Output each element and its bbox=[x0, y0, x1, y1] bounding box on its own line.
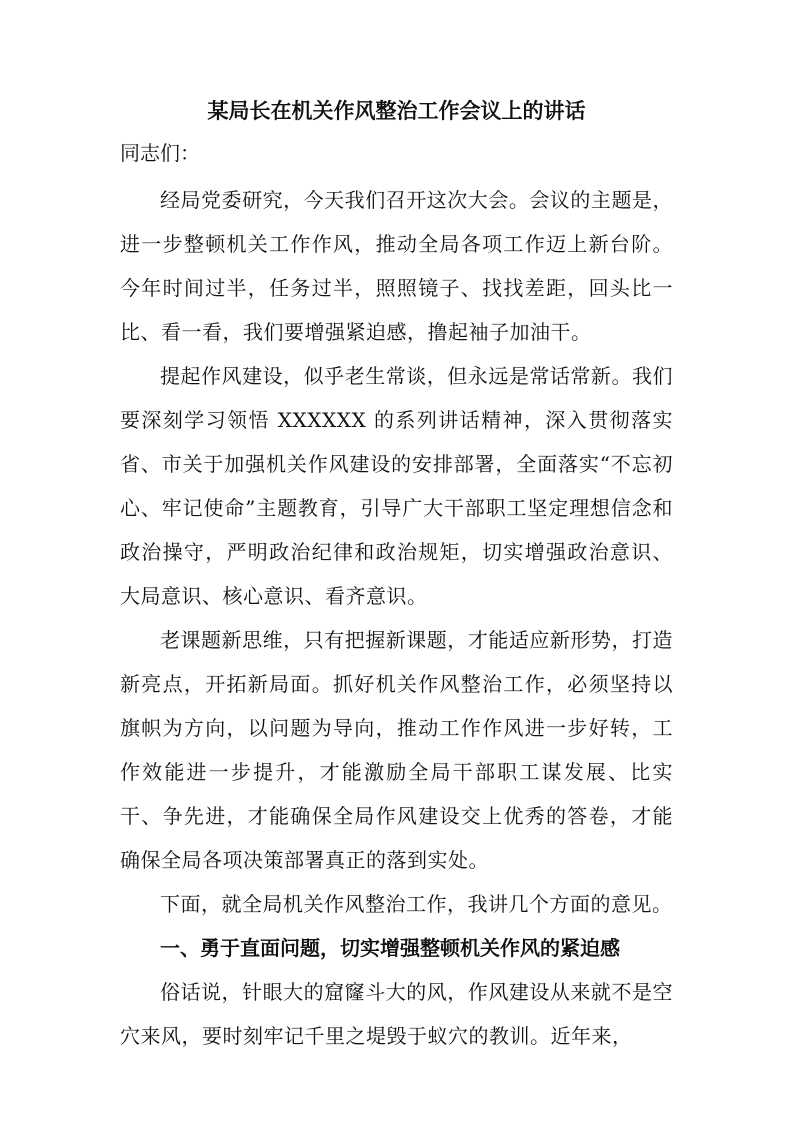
document-title: 某局长在机关作风整治工作会议上的讲话 bbox=[207, 99, 586, 123]
document-body bbox=[120, 178, 673, 1058]
paragraph-style-building: 提起作风建设，似乎老生常谈，但永远是常话常新。我们要深刻学习领悟 XXXXXX 的系列讲话精神，深入贯彻落实省、市关于加强机关作风建设的安排部署，全面落实“不忘初心、牢记使命”主题教育，引导广大干部职工坚定理想信念和政治操守，严明政治纪律和政治规矩，切实增强政治意识、大局意识、核心意识、看齐意识。 bbox=[120, 364, 673, 608]
paragraph-section-1: 俗话说，针眼大的窟窿斗大的风，作风建设从来就不是空穴来风，要时刻牢记千里之堤毁于蚁穴的教训。近年来， bbox=[120, 980, 673, 1048]
paragraph-transition: 下面，就全局机关作风整治工作，我讲几个方面的意见。 bbox=[160, 892, 673, 916]
paragraph-intro: 经局党委研究，今天我们召开这次大会。会议的主题是，进一步整顿机关工作作风，推动全局各项工作迈上新台阶。今年时间过半，任务过半，照照镜子、找找差距，回头比一比、看一看，我们要增强紧迫感，撸起袖子加油干。 bbox=[120, 188, 673, 344]
salutation: 同志们： bbox=[120, 141, 200, 165]
section-heading-1: 一、勇于直面问题，切实增强整顿机关作风的紧迫感 bbox=[160, 936, 620, 960]
paragraph-new-thinking: 老课题新思维，只有把握新课题，才能适应新形势，打造新亮点，开拓新局面。抓好机关作风整治工作，必须坚持以旗帜为方向，以问题为导向，推动工作作风进一步好转，工作效能进一步提升，才能激励全局干部职工谋发展、比实干、争先进，才能确保全局作风建设交上优秀的答卷，才能确保全局各项决策部署真正的落到实处。 bbox=[120, 628, 673, 872]
